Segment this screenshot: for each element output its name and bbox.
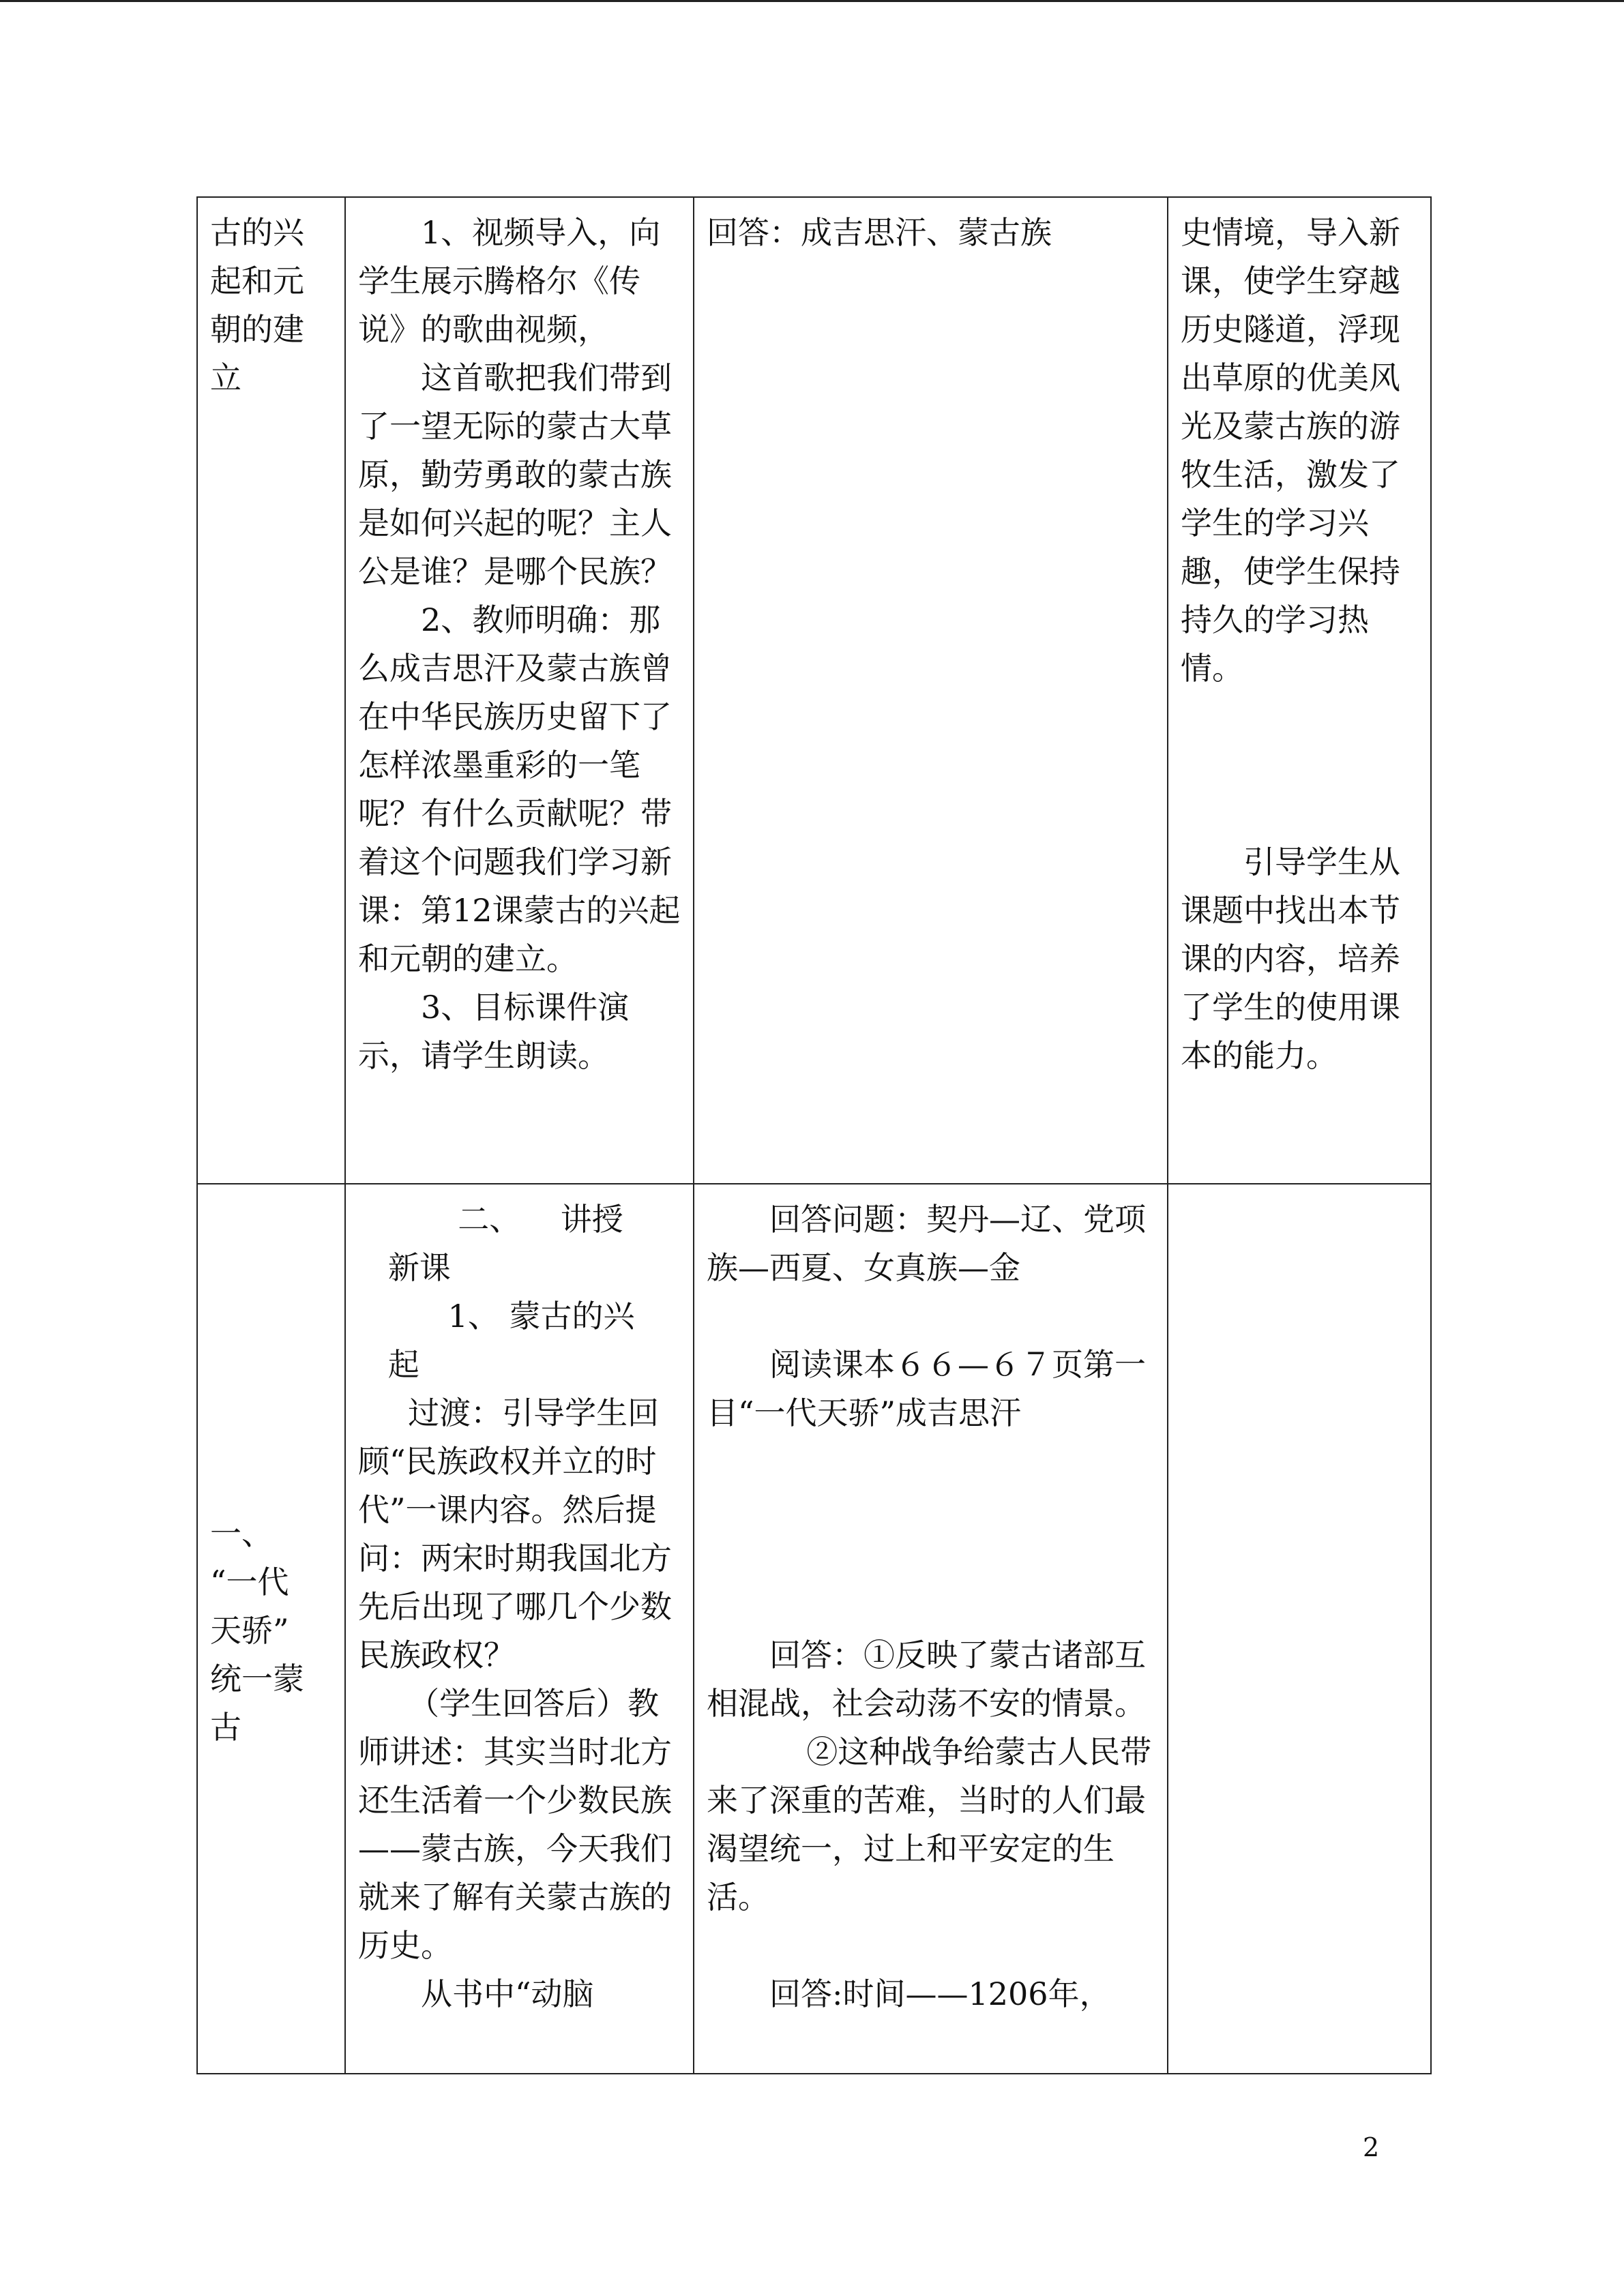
paragraph: 二、 讲授 新课 (387, 1201, 623, 1286)
paragraph: 史情境，导入新课，使学生穿越历史隧道，浮现出草原的优美风光及蒙古族的游牧生活，激发了学生的学习兴趣，使学生保持持久的学习热情。 (1181, 214, 1400, 687)
paragraph: 这首歌把我们带到了一望无际的蒙古大草原，勤劳勇敢的蒙古族是如何兴起的呢？主人公是谁？是哪个民族？ (358, 359, 672, 590)
teacher-activity-cell (345, 197, 694, 1184)
lesson-plan-table (196, 196, 1432, 2074)
top-border-line (0, 0, 1624, 2)
teacher-activity-cell (345, 1184, 694, 2074)
paragraph: 3、目标课件演示，请学生朗读。 (358, 989, 630, 1074)
paragraph: ②这种战争给蒙古人民带来了深重的苦难，当时的人们最渴望统一，过上和平安定的生活。 (707, 1733, 1152, 1915)
paragraph: 阅读课本６６—６７页第一目“一代天骄”成吉思汗 (707, 1346, 1146, 1431)
paragraph: 1、视频导入，向学生展示腾格尔《传说》的歌曲视频， (358, 214, 661, 348)
design-intent-cell (1168, 1184, 1431, 2074)
topic-text: 古的兴 起和元 朝的建 立 (210, 214, 304, 396)
topic-cell (197, 1184, 345, 2074)
paragraph: 1、 蒙古的兴 起 (387, 1298, 635, 1383)
paragraph: 回答：成吉思汗、蒙古族 (707, 214, 1052, 251)
paragraph: 引导学生从课题中找出本节课的内容，培养了学生的使用课本的能力。 (1181, 844, 1400, 1074)
table-row (197, 1184, 1431, 2074)
paragraph: 回答：①反映了蒙古诸部互相混战，社会动荡不安的情景。 (707, 1637, 1146, 1722)
paragraph: （学生回答后）教师讲述：其实当时北方还生活着一个少数民族——蒙古族，今天我们就来了解有关蒙古族的历史。 (358, 1685, 672, 1964)
topic-cell (197, 197, 345, 1184)
paragraph: 过渡：引导学生回顾“民族政权并立的时代”一课内容。然后提问：两宋时期我国北方先后出现了哪几个少数民族政权？ (358, 1395, 672, 1673)
paragraph: 回答问题：契丹—辽、党项族—西夏、女真族—金 (707, 1201, 1146, 1286)
design-intent-cell (1168, 197, 1431, 1184)
table-row (197, 197, 1431, 1184)
page-number: 2 (1363, 2132, 1380, 2162)
paragraph: 回答:时间——1206年， (769, 1976, 1111, 2012)
paragraph: 从书中“动脑 (421, 1976, 594, 2012)
student-activity-cell (694, 197, 1168, 1184)
student-activity-cell (694, 1184, 1168, 2074)
paragraph: 2、教师明确：那么成吉思汗及蒙古族曾在中华民族历史留下了怎样浓墨重彩的一笔呢？有什么贡献呢？带着这个问题我们学习新课：第12课蒙古的兴起和元朝的建立。 (358, 601, 681, 977)
topic-text: 一、 “一代 天骄” 统一蒙 古 (210, 1515, 304, 1746)
